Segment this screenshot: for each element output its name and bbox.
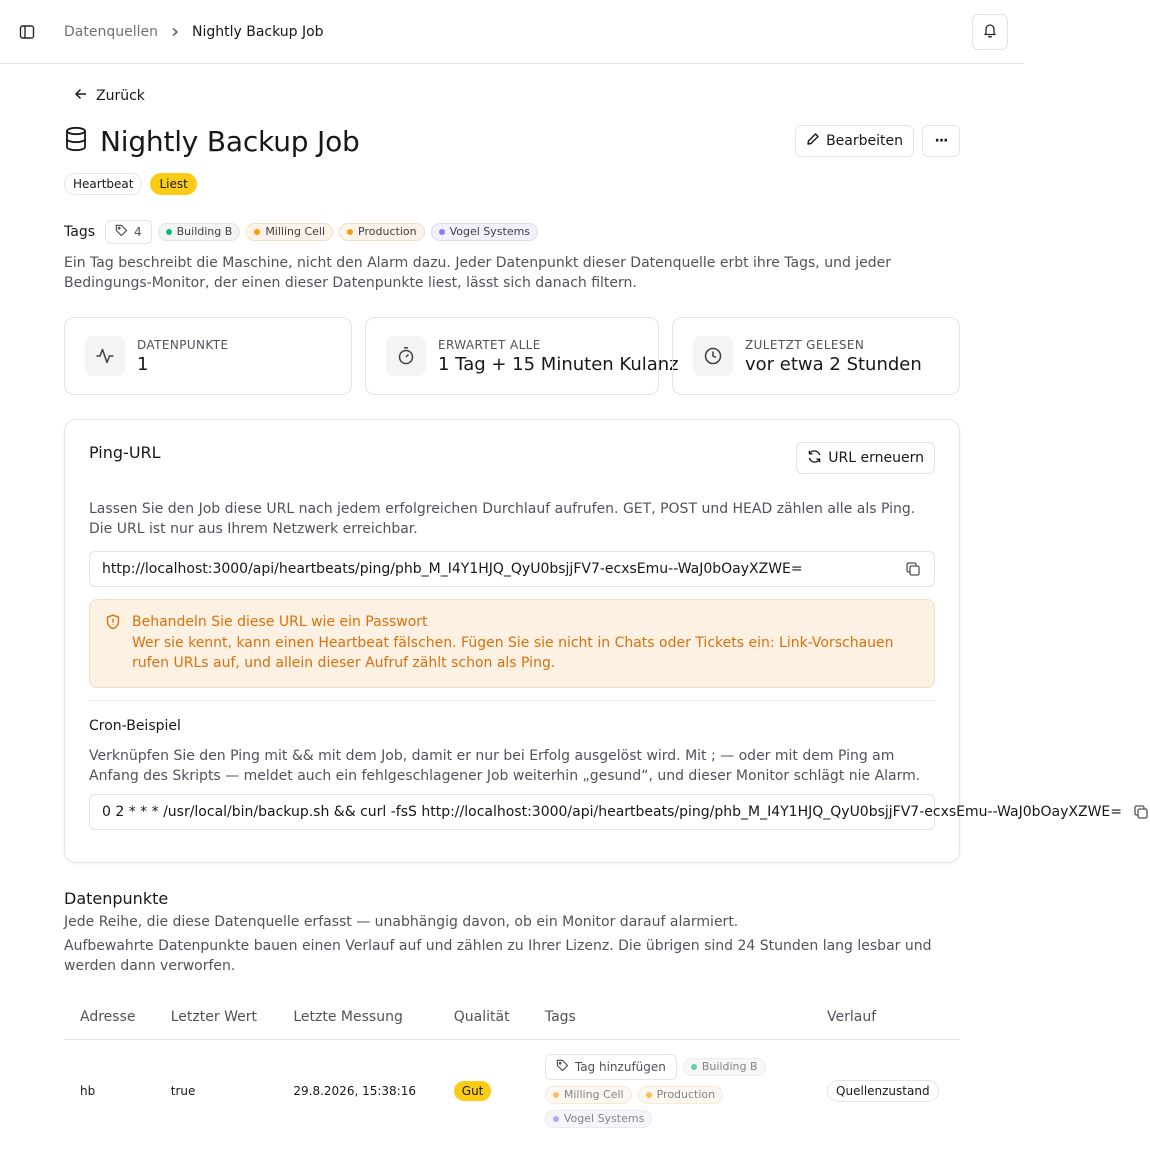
- inherited-tag-pill: Vogel Systems: [545, 1110, 652, 1128]
- cell-last-measurement: 29.8.2026, 15:38:16: [293, 1083, 416, 1098]
- cron-example-description: Verknüpfen Sie den Ping mit && mit dem Job, damit er nur bei Erfolg ausgelöst wird. Mit ; — oder mit dem Ping am Anfang des Skripts — meldet auch ein fehlgeschlagener Job weiterhin „gesund“, und dieser Monitor schlägt nie Alarm.: [89, 748, 921, 784]
- tags-row: [64, 220, 960, 244]
- ping-url-title: Ping-URL: [89, 443, 161, 462]
- more-actions-button[interactable]: [922, 125, 960, 157]
- breadcrumb: [64, 24, 324, 40]
- warning-title: Behandeln Sie diese URL wie ein Passwort: [132, 614, 428, 630]
- cell-tags: [529, 1039, 811, 1138]
- datapoints-title: Datenpunkte: [64, 889, 169, 908]
- main-content: [0, 64, 1122, 1138]
- datapoints-description: Jede Reihe, die diese Datenquelle erfasst — unabhängig davon, ob ein Monitor darauf alarmiert.: [64, 914, 739, 930]
- back-link[interactable]: [74, 86, 145, 106]
- table-header-row: [64, 996, 960, 1039]
- stat-label: ERWARTET ALLE: [438, 337, 541, 352]
- more-horizontal-icon: ···: [934, 133, 948, 149]
- back-label: Zurück: [96, 88, 145, 104]
- password-warning: [89, 599, 935, 688]
- tag-icon: [115, 224, 128, 240]
- renew-url-button[interactable]: [796, 442, 935, 474]
- notifications-button[interactable]: [972, 14, 1008, 50]
- copy-icon[interactable]: [1132, 803, 1150, 821]
- history-badge: Quellenzustand: [827, 1080, 939, 1102]
- quality-badge: Gut: [454, 1081, 492, 1101]
- clock-icon: [693, 336, 733, 376]
- bell-icon: [982, 22, 998, 42]
- tag-pill[interactable]: Production: [339, 223, 425, 241]
- shield-alert-icon: [106, 614, 120, 673]
- stats-row: [64, 317, 960, 395]
- stat-card-last-read: [672, 317, 960, 395]
- inherited-tag-pill: Milling Cell: [545, 1086, 632, 1104]
- arrow-left-icon: [74, 87, 88, 105]
- ping-url-card: [64, 419, 1122, 863]
- pencil-icon: [806, 132, 820, 150]
- stat-card-expected: [365, 317, 679, 395]
- state-badge: Liest: [150, 173, 196, 195]
- add-tag-button[interactable]: [545, 1054, 677, 1080]
- inherited-tag-pill: Production: [638, 1086, 724, 1104]
- stat-label: ZULETZT GELESEN: [745, 337, 865, 352]
- table-row[interactable]: [64, 1039, 960, 1138]
- renew-url-label: URL erneuern: [828, 450, 924, 466]
- title-row: [64, 123, 960, 159]
- column-header[interactable]: Adresse: [64, 996, 155, 1039]
- cron-example-title: Cron-Beispiel: [89, 718, 181, 734]
- copy-icon[interactable]: [904, 560, 922, 578]
- edit-button-label: Bearbeiten: [826, 133, 903, 149]
- inherited-tag-pill: Building B: [683, 1058, 766, 1076]
- sidebar-toggle-icon[interactable]: [18, 23, 36, 41]
- tags-help-text: Ein Tag beschreibt die Maschine, nicht den Alarm dazu. Jeder Datenpunkt dieser Datenquelle erbt ihre Tags, und jeder Bedingungs-Monitor, der einen dieser Datenpunkte liest, lässt sich danach filtern.: [64, 255, 892, 291]
- cell-address: hb: [80, 1083, 96, 1098]
- stat-label: DATENPUNKTE: [137, 337, 229, 352]
- chevron-right-icon: [170, 27, 180, 37]
- type-badge: Heartbeat: [64, 173, 142, 195]
- tag-count: 4: [134, 225, 142, 239]
- warning-body: Wer sie kennt, kann einen Heartbeat fälschen. Fügen Sie sie nicht in Chats oder Tickets ein: Link-Vorschauen rufen URLs auf, und allein dieser Aufruf zählt schon als Ping.: [132, 635, 894, 671]
- datapoints-table: [64, 996, 960, 1138]
- top-bar: [0, 0, 1024, 64]
- refresh-icon: [807, 449, 822, 468]
- page-title: Nightly Backup Job: [100, 124, 360, 158]
- stat-value: 1 Tag + 15 Minuten Kulanz: [438, 353, 679, 375]
- column-header[interactable]: Letzte Messung: [277, 996, 437, 1039]
- tag-pill[interactable]: Vogel Systems: [431, 223, 538, 241]
- column-header[interactable]: Letzter Wert: [155, 996, 278, 1039]
- stat-value: vor etwa 2 Stunden: [745, 353, 922, 375]
- database-icon: [64, 126, 88, 156]
- stat-value: 1: [137, 353, 149, 375]
- add-tag-label: Tag hinzufügen: [574, 1059, 666, 1074]
- datapoints-retention-note: Aufbewahrte Datenpunkte bauen einen Verlauf auf und zählen zu Ihrer Lizenz. Die übrigen sind 24 Stunden lang lesbar und werden dann verworfen.: [64, 938, 932, 974]
- column-header: Verlauf: [811, 996, 960, 1039]
- column-header: Tags: [529, 996, 811, 1039]
- tags-label: Tags: [64, 224, 95, 240]
- cron-command-field[interactable]: [89, 794, 1122, 830]
- divider: [89, 700, 935, 701]
- cell-history: [811, 1039, 960, 1138]
- ping-url-description: Lassen Sie den Job diese URL nach jedem erfolgreichen Durchlauf aufrufen. GET, POST und HEAD zählen alle als Ping. Die URL ist nur aus Ihrem Netzwerk erreichbar.: [89, 501, 916, 537]
- column-header[interactable]: Qualität: [438, 996, 529, 1039]
- cell-last-value: true: [170, 1083, 196, 1098]
- activity-icon: [85, 336, 125, 376]
- tag-icon: [556, 1059, 569, 1075]
- cell-quality: [438, 1039, 529, 1138]
- ping-url-value: http://localhost:3000/api/heartbeats/ping/phb_M_I4Y1HJQ_QyU0bsjjFV7-ecxsEmu--WaJ0bOayXZWE=: [102, 561, 803, 577]
- timer-icon: [386, 336, 426, 376]
- breadcrumb-parent-link[interactable]: Datenquellen: [64, 23, 158, 40]
- stat-card-datapoints: [64, 317, 352, 395]
- tag-pill[interactable]: Building B: [158, 223, 241, 241]
- tag-count-button[interactable]: [105, 220, 152, 244]
- edit-button[interactable]: [795, 125, 914, 157]
- status-badges: [64, 173, 960, 195]
- tag-pill[interactable]: Milling Cell: [246, 223, 333, 241]
- breadcrumb-current: Nightly Backup Job: [191, 23, 324, 40]
- cron-command-value: 0 2 * * * /usr/local/bin/backup.sh && curl -fsS http://localhost:3000/api/heartbeats/ping/phb_M_I4Y1HJQ_QyU0bsjjFV7-ecxsEmu--WaJ0bOayXZWE=: [102, 804, 1122, 820]
- ping-url-field[interactable]: [89, 551, 935, 587]
